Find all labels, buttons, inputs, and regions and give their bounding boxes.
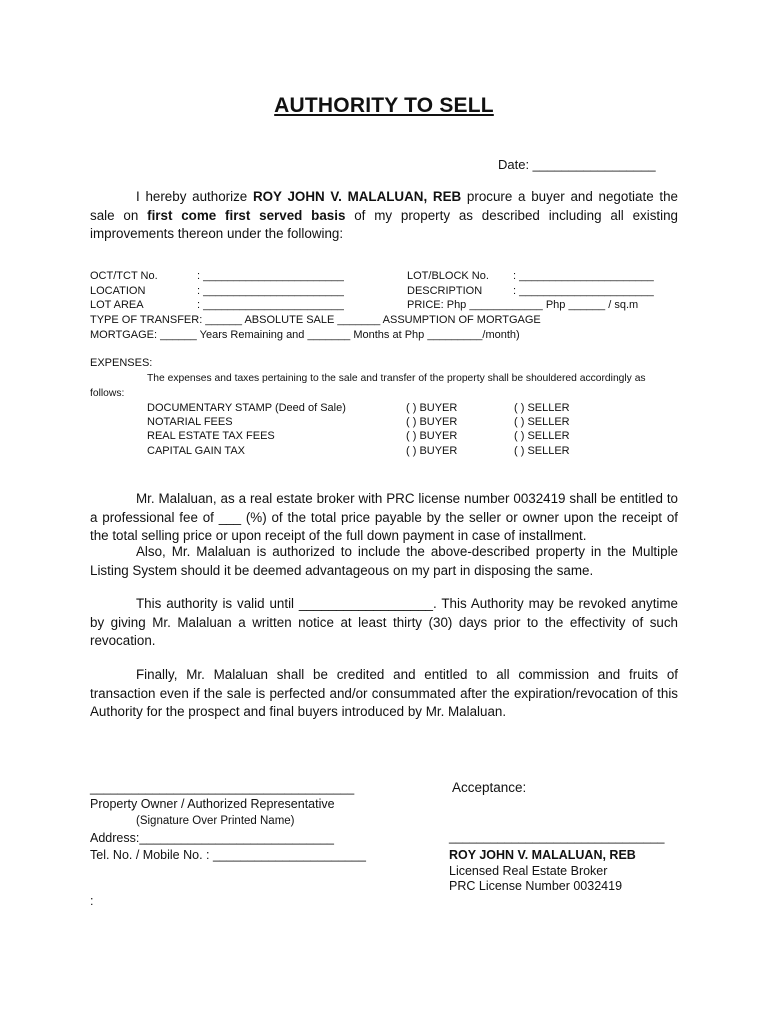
- expense-buyer-option: ( ) BUYER: [406, 430, 458, 442]
- owner-tel: Tel. No. / Mobile No. : ______________________: [90, 848, 366, 862]
- intro-text-1: I hereby authorize: [136, 189, 253, 204]
- fee-paragraph: Mr. Malaluan, as a real estate broker with PRC license number 0032419 shall be entitled to a professional fee of ___ (%) of the total price payable by the seller or owner upon the receipt of the total selling price or upon receipt of the full down payment in case of installment.: [90, 491, 678, 543]
- broker-signature-line: _______________________________: [449, 830, 665, 844]
- intro-broker-name: ROY JOHN V. MALALUAN, REB: [252, 189, 462, 204]
- expense-seller-option: ( ) SELLER: [514, 402, 570, 414]
- footer-mark: :: [90, 894, 94, 908]
- intro-text-3: of my property as described including all existing improvements thereon under the following:: [90, 207, 678, 241]
- oct-blank: : _______________________: [197, 270, 344, 282]
- mortgage-line: MORTGAGE: ______ Years Remaining and _______ Months at Php _________/month): [90, 329, 520, 341]
- date-field: Date: _________________: [498, 157, 656, 172]
- lot-block-blank: : ______________________: [513, 270, 654, 282]
- owner-label: Property Owner / Authorized Representative: [90, 797, 335, 811]
- lot-area-label: LOT AREA: [90, 299, 144, 311]
- expense-buyer-option: ( ) BUYER: [406, 402, 458, 414]
- description-blank: : ______________________: [513, 285, 654, 297]
- intro-paragraph: [90, 188, 678, 244]
- transfer-line: TYPE OF TRANSFER: ______ ABSOLUTE SALE _______ ASSUMPTION OF MORTGAGE: [90, 314, 541, 326]
- expense-item-name: DOCUMENTARY STAMP (Deed of Sale): [147, 402, 346, 414]
- acceptance-label: Acceptance:: [452, 780, 527, 795]
- price-line: PRICE: Php ____________ Php ______ / sq.m: [407, 299, 639, 311]
- broker-title: Licensed Real Estate Broker: [449, 864, 608, 878]
- broker-name: ROY JOHN V. MALALUAN, REB: [449, 848, 636, 862]
- document-title: AUTHORITY TO SELL: [274, 94, 494, 117]
- expense-seller-option: ( ) SELLER: [514, 445, 570, 457]
- commission-paragraph: Finally, Mr. Malaluan shall be credited and entitled to all commission and fruits of transaction even if the sale is perfected and/or consummated after the expiration/revocation of this Authority for the prospect and final buyers introduced by Mr. Malaluan.: [90, 667, 678, 719]
- lot-block-label: LOT/BLOCK No.: [407, 270, 489, 282]
- lot-area-blank: : _______________________: [197, 299, 344, 311]
- expense-item-name: NOTARIAL FEES: [147, 416, 233, 428]
- location-label: LOCATION: [90, 285, 146, 297]
- owner-address: Address:____________________________: [90, 831, 334, 845]
- expense-buyer-option: ( ) BUYER: [406, 416, 458, 428]
- owner-signature-line: ______________________________________: [90, 781, 355, 795]
- location-blank: : _______________________: [197, 285, 344, 297]
- intro-basis: first come first served basis: [147, 207, 346, 223]
- listing-paragraph: Also, Mr. Malaluan is authorized to include the above-described property in the Multiple Listing System should it be deemed advantageous on my part in disposing the same.: [90, 544, 678, 578]
- oct-label: OCT/TCT No.: [90, 270, 158, 282]
- expenses-note: The expenses and taxes pertaining to the sale and transfer of the property shall be shouldered accordingly as follows:: [90, 373, 646, 399]
- expense-item-name: CAPITAL GAIN TAX: [147, 445, 246, 457]
- expense-seller-option: ( ) SELLER: [514, 416, 570, 428]
- owner-sub-label: (Signature Over Printed Name): [136, 815, 295, 827]
- validity-paragraph: This authority is valid until __________________. This Authority may be revoked anytime by giving Mr. Malaluan a written notice at least thirty (30) days prior to the effectivity of such revocation.: [90, 596, 678, 648]
- expense-buyer-option: ( ) BUYER: [406, 445, 458, 457]
- expense-item-name: REAL ESTATE TAX FEES: [147, 430, 275, 442]
- expenses-label: EXPENSES:: [90, 357, 153, 369]
- broker-prc: PRC License Number 0032419: [449, 879, 623, 893]
- intro-text-2: procure a buyer and negotiate the sale on: [90, 189, 678, 223]
- expense-seller-option: ( ) SELLER: [514, 430, 570, 442]
- description-label: DESCRIPTION: [407, 285, 483, 297]
